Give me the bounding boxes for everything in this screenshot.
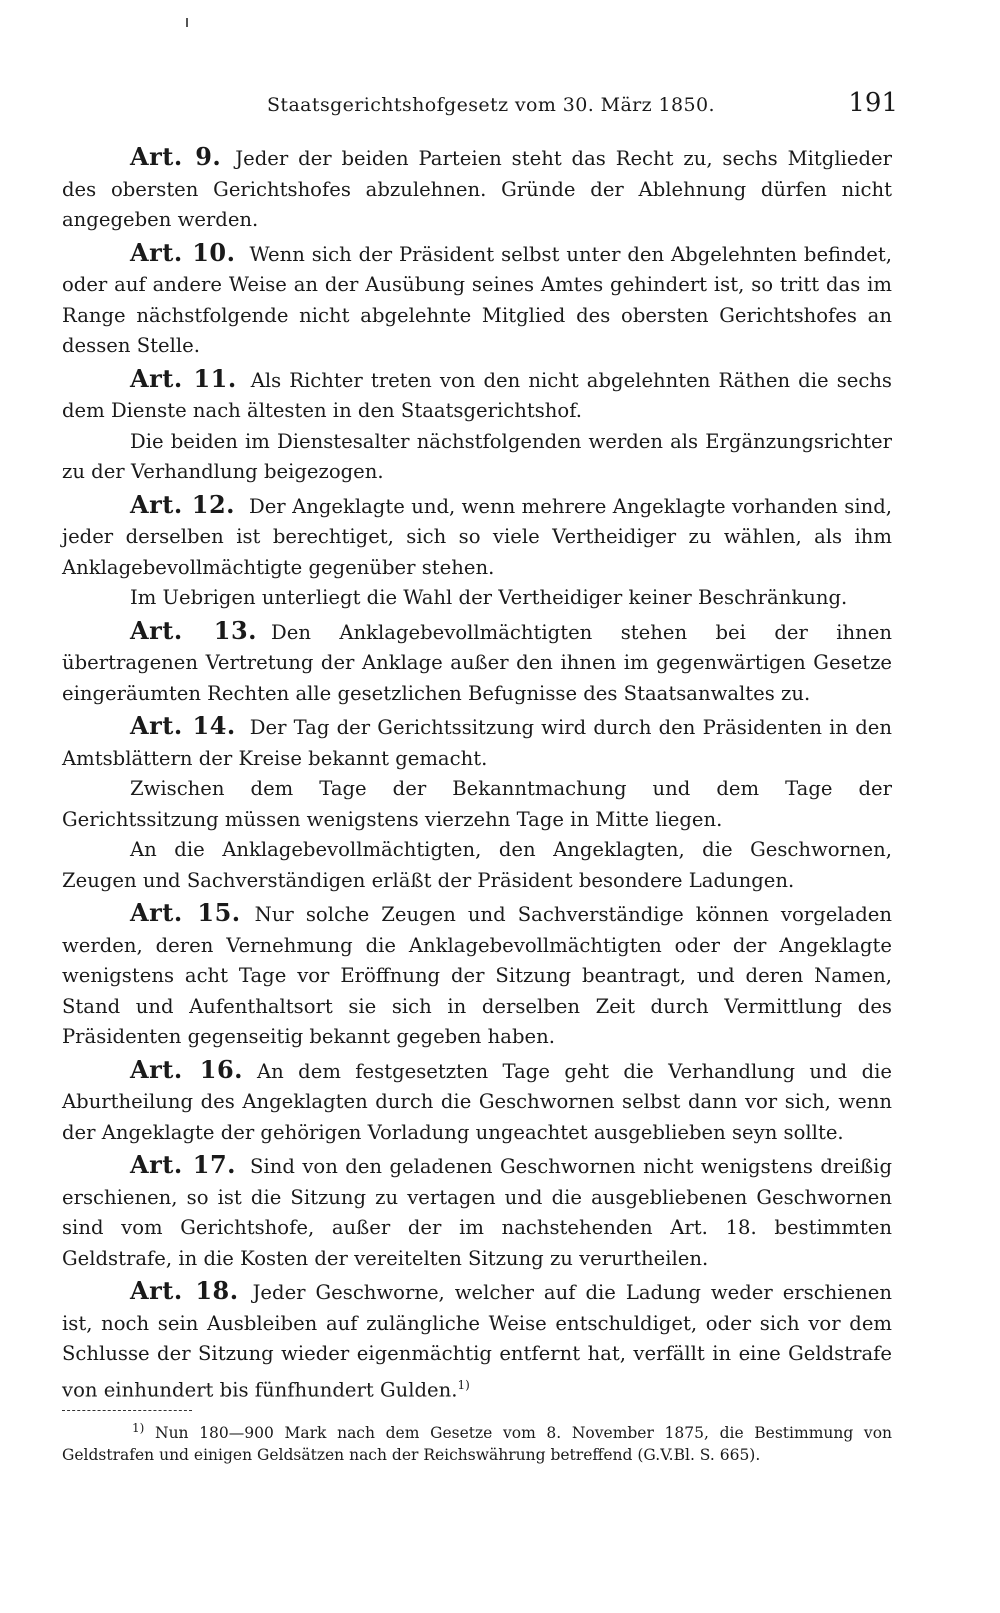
footnote-text: Nun 180—900 Mark nach dem Gesetze vom 8. November 1875, die Bestimmung von Geldstrafen und einigen Geldsätzen nach der Reichswährung betreffend (G.V.Bl. S. 665). bbox=[62, 1423, 893, 1464]
article-paragraph: Im Uebrigen unterliegt die Wahl der Vertheidiger keiner Beschränkung. bbox=[130, 586, 848, 609]
article-paragraph bbox=[62, 238, 892, 362]
article-9 bbox=[62, 142, 892, 236]
article-text: Jeder der beiden Parteien steht das Recht zu, sechs Mitglieder des obersten Gerichtshofes abzulehnen. Gründe der Ablehnung dürfen nicht angegeben werden. bbox=[62, 147, 892, 231]
article-label: Art. 15. bbox=[130, 898, 241, 927]
article-paragraph bbox=[62, 1055, 892, 1149]
article-label: Art. 18. bbox=[130, 1276, 239, 1305]
article-paragraph: Die beiden im Dienstesalter nächstfolgenden werden als Ergänzungsrichter zu der Verhandlung beigezogen. bbox=[62, 429, 892, 483]
article-10 bbox=[62, 238, 892, 362]
article-label: Art. 13. bbox=[130, 615, 258, 645]
article-label: Art. 12. bbox=[130, 489, 235, 519]
article-text: Jeder Geschworne, welcher auf die Ladung weder erschienen ist, noch sein Ausbleiben auf zulängliche Weise entschuldiget, oder sich vor dem Schlusse der Sitzung wieder eigenmächtig entfernt hat, verfällt in eine Geldstrafe von einhundert bis fünfhundert Gulden. bbox=[62, 1281, 892, 1402]
article-text: Sind von den geladenen Geschwornen nicht wenigstens dreißig erschienen, so ist die Sitzung zu vertagen und die ausgebliebenen Geschwornen sind vom Gerichtshofe, außer der im nachstehenden Art. 18. bestimmten Geldstrafe, in die Kosten der vereitelten Sitzung zu verurtheilen. bbox=[62, 1155, 892, 1270]
article-paragraph bbox=[62, 490, 892, 584]
footnote-reference[interactable]: 1) bbox=[457, 1377, 470, 1392]
page bbox=[62, 88, 898, 1466]
article-paragraph bbox=[62, 1150, 892, 1274]
running-head bbox=[62, 88, 898, 128]
article-text: Der Tag der Gerichtssitzung wird durch den Präsidenten in den Amtsblättern der Kreise bekannt gemacht. bbox=[62, 716, 892, 770]
article-paragraph bbox=[62, 898, 892, 1053]
footnote-marker: 1) bbox=[132, 1420, 145, 1435]
article-paragraph bbox=[62, 616, 892, 710]
article-11 bbox=[62, 364, 892, 488]
article-label: Art. 17. bbox=[130, 1150, 237, 1179]
article-16 bbox=[62, 1055, 892, 1149]
page-number: 191 bbox=[848, 88, 898, 118]
article-paragraph: Zwischen dem Tage der Bekanntmachung und dem Tage der Gerichtssitzung müssen wenigstens vierzehn Tage in Mitte liegen. bbox=[62, 777, 892, 831]
article-label: Art. 11. bbox=[130, 363, 237, 393]
footnote bbox=[62, 1417, 892, 1466]
article-label: Art. 9. bbox=[130, 142, 222, 171]
article-text: Als Richter treten von den nicht abgelehnten Räthen die sechs dem Dienste nach ältesten in den Staatsgerichtshof. bbox=[62, 368, 892, 422]
article-17 bbox=[62, 1150, 892, 1274]
article-13 bbox=[62, 616, 892, 710]
article-paragraph bbox=[62, 142, 892, 236]
article-paragraph: An die Anklagebevollmächtigten, den Angeklagten, die Geschwornen, Zeugen und Sachverständigen erläßt der Präsident besondere Ladungen. bbox=[62, 838, 892, 892]
article-text: An dem festgesetzten Tage geht die Verhandlung und die Aburtheilung des Angeklagten durch die Geschwornen selbst dann vor sich, wenn der Angeklagte der gehörigen Vorladung ungeachtet ausgeblieben seyn sollte. bbox=[62, 1059, 892, 1144]
running-title: Staatsgerichtshofgesetz vom 30. März 1850. bbox=[267, 94, 715, 116]
article-paragraph bbox=[62, 364, 892, 427]
article-12 bbox=[62, 490, 892, 614]
article-18 bbox=[62, 1276, 892, 1406]
article-label: Art. 16. bbox=[130, 1054, 243, 1084]
footnote-divider bbox=[62, 1410, 192, 1411]
article-label: Art. 14. bbox=[130, 711, 236, 740]
article-text: Den Anklagebevollmächtigten stehen bei der ihnen übertragenen Vertretung der Anklage außer den ihnen im gegenwärtigen Gesetze eingeräumten Rechten alle gesetzlichen Befugnisse des Staatsanwaltes zu. bbox=[62, 620, 892, 705]
article-14 bbox=[62, 711, 892, 896]
article-15 bbox=[62, 898, 892, 1053]
article-text: Nur solche Zeugen und Sachverständige können vorgeladen werden, deren Vernehmung die Anklagebevollmächtigten oder der Angeklagte wenigstens acht Tage vor Eröffnung der Sitzung beantragt, und deren Namen, Stand und Aufenthaltsort sie sich in derselben Zeit durch Vermittlung des Präsidenten gegenseitig bekannt gegeben haben. bbox=[62, 903, 892, 1048]
article-paragraph bbox=[62, 1276, 892, 1406]
article-text: Wenn sich der Präsident selbst unter den Abgelehnten befindet, oder auf andere Weise an der Ausübung seines Amtes gehindert ist, so tritt das im Range nächstfolgende nicht abgelehnte Mitglied des obersten Gerichtshofes an dessen Stelle. bbox=[62, 242, 892, 357]
stray-print-mark bbox=[186, 18, 188, 27]
article-text: Der Angeklagte und, wenn mehrere Angeklagte vorhanden sind, jeder derselben ist berechtiget, sich so viele Vertheidiger zu wählen, als ihm Anklagebevollmächtigte gegenüber stehen. bbox=[62, 494, 892, 579]
article-paragraph bbox=[62, 711, 892, 774]
article-label: Art. 10. bbox=[130, 237, 236, 267]
